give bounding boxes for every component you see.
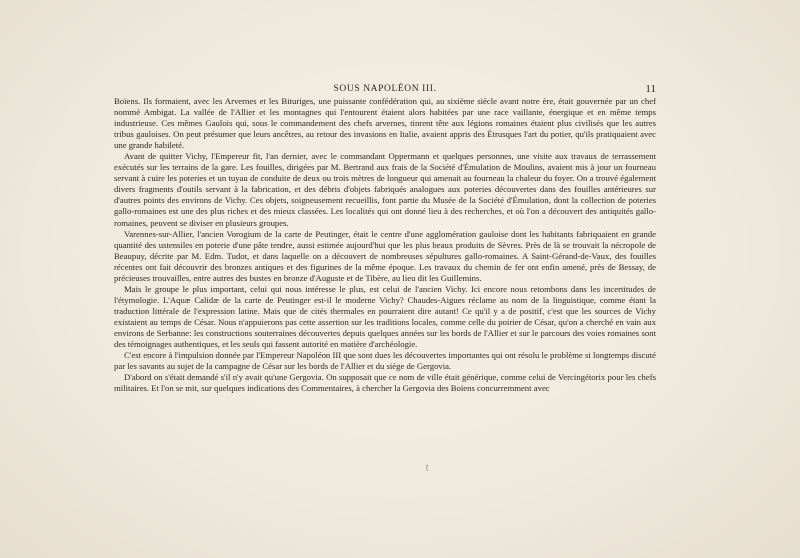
text-body	[114, 96, 656, 394]
paragraph-4: Mais le groupe le plus important, celui qui nous intéresse le plus, est celui de l'ancien Vichy. Ici encore nous retombons dans les incertitudes de l'étymologie. L'Aquæ Calidæ de la carte de Peutinger est-il le moderne Vichy? Chaudes-Aigues réclame au nom de la linguistique, comme étant la traduction littérale de l'expression latine. Mais que de cités thermales en pourraient dire autant! Ce qu'il y a de positif, c'est que les sources de Vichy existaient au temps de César. Nous n'appuierons pas cette assertion sur les traditions locales, comme celle du poirier de César, qu'on a cherché en vain aux environs de Serbanne: les constructions souterraines découvertes depuis quelques années sur les bords de l'Allier et sur le parcours des voies romaines sont des témoignages authentiques, et les seuls qui fassent autorité en matière d'archéologie.	[114, 283, 656, 350]
paragraph-5: C'est encore à l'impulsion donnée par l'Empereur Napoléon III que sont dues les découvertes importantes qui ont résolu le problème si longtemps discuté par les savants au sujet de la campagne de César sur les bords de l'Allier et du siége de Gergovia.	[114, 350, 656, 372]
ink-mark: ʈ	[426, 462, 429, 471]
paragraph-1: Boïens. Ils formaient, avec les Arvernes et les Bituriges, une puissante confédération qui, au sixième siècle avant notre ère, était gouvernée par un chef nommé Ambigat. La vallée de l'Allier et les montagnes qui l'entourent étaient alors habitées par une race vaillante, énergique et en même temps industrieuse. Ces mêmes Gaulois qui, sous le commandement des chefs arvernes, tinrent tête aux légions romaines étaient plus civilisés que les autres tribus gauloises. On peut présumer que leurs ancêtres, au retour des invasions en Italie, avaient appris des Étrusques l'art du potier, qu'ils pratiquaient avec une grande habileté.	[114, 96, 656, 151]
paragraph-3: Varennes-sur-Allier, l'ancien Vorogium de la carte de Peutinger, était le centre d'une agglomération gauloise dont les habitants fabriquaient en grande quantité des ustensiles en poterie d'une pâte tendre, aussi estimée aujourd'hui que les plus beaux produits de Sèvres. Près de là se trouvait la nécropole de Beaupuy, décrite par M. Edm. Tudot, et dans laquelle on a découvert de nombreuses sépultures gallo-romaines. A Saint-Gérand-de-Vaux, des fouilles récentes ont fait découvrir des bronzes antiques et des figurines de la même époque. Les travaux du chemin de fer ont enfin amené, près de Bessay, de précieuses trouvailles, entre autres des bustes en bronze d'Auguste et de Tibère, au lieu dit les Guillemins.	[114, 228, 656, 283]
page-number: 11	[645, 83, 656, 95]
running-title: SOUS NAPOLÉON III.	[333, 84, 437, 94]
running-head	[114, 84, 656, 96]
paragraph-6: D'abord on s'était demandé s'il n'y avait qu'une Gergovia. On supposait que ce nom de ville était générique, comme celui de Vercingétorix pour les chefs militaires. Et l'on se mit, sur quelques indications des Commentaires, à chercher la Gergovia des Boïens concurremment avec	[114, 372, 656, 394]
paragraph-2: Avant de quitter Vichy, l'Empereur fit, l'an dernier, avec le commandant Oppermann et quelques personnes, une visite aux travaux de terrassement exécutés sur les terrains de la gare. Les fouilles, dirigées par M. Bertrand aux frais de la Société d'Émulation de Moulins, avaient mis à jour un fourneau servant à cuire les poteries et un tuyau de conduite de deux ou trois mètres de longueur qui amenait au fourneau la chaleur du foyer. On a trouvé également divers fragments d'outils servant à la fabrication, et des débris d'objets fabriqués analogues aux poteries découvertes dans des fouilles antérieures sur d'autres points des environs de Vichy. Ces objets, soigneusement recueillis, font partie du Musée de la Société d'Émulation, dont la collection de poteries gallo-romaines est une des plus riches et des mieux classées. Les localités qui ont donné lieu à des recherches, et où l'on a découvert des antiquités gallo-romaines, peuvent se diviser en plusieurs groupes.	[114, 151, 656, 228]
